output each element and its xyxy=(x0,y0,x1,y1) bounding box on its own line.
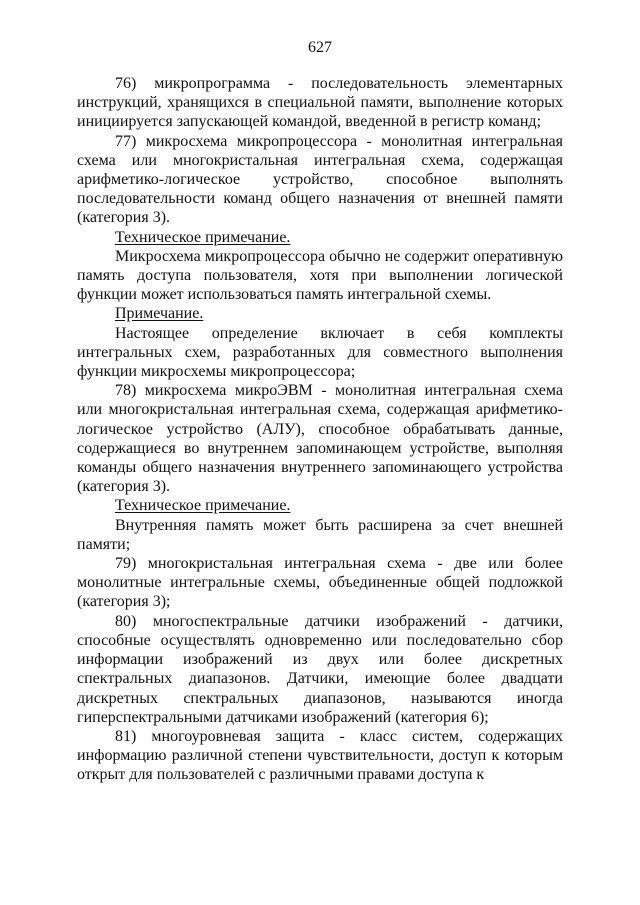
technical-note-heading-text: Техническое примечание. xyxy=(115,228,291,246)
technical-note-text: Микросхема микропроцессора обычно не содержит оперативную память доступа пользователя, хотя при выполнении логической функции может использоваться память интегральной схемы. xyxy=(77,247,563,304)
technical-note-text-2: Внутренняя память может быть расширена за счет внешней памяти; xyxy=(77,516,563,553)
definition-78-microcomputer-chip: 78) микросхема микроЭВМ - монолитная интегральная схема или многокристальная интегральная схема, содержащая арифметико-логическое устройство (АЛУ), способное обрабатывать данные, содержащиеся во внутреннем запоминающем устройстве, выполняя команды общего назначения внутреннего запоминающего устройства (категория 3). xyxy=(77,382,563,496)
note-heading-text: Примечание. xyxy=(115,305,204,323)
definition-81-multilevel-security: 81) многоуровневая защита - класс систем, содержащих информацию различной степени чувствительности, доступ к которым открыт для пользователей с различными правами доступа к xyxy=(77,727,563,784)
page-number: 627 xyxy=(308,39,332,56)
note-text: Настоящее определение включает в себя комплекты интегральных схем, разработанных для совместного выполнения функции микросхемы микропроцессора; xyxy=(77,324,563,381)
technical-note-heading xyxy=(77,228,563,247)
definition-79-multichip-ic: 79) многокристальная интегральная схема - две или более монолитные интегральные схемы, объединенные общей подложкой (категория 3); xyxy=(77,555,563,611)
note-heading xyxy=(77,304,563,323)
technical-note-heading-2 xyxy=(77,496,563,515)
definition-76-microprogram: 76) микропрограмма - последовательность элементарных инструкций, хранящихся в специальной памяти, выполнение которых инициируется запускающей командой, введенной в регистр команд; xyxy=(77,75,563,131)
definition-77-microprocessor-chip: 77) микросхема микропроцессора - монолитная интегральная схема или многокристальная интегральная схема, содержащая арифметико-логическое устройство, способное выполнять последовательности команд общего назначения от внешней памяти (категория 3). xyxy=(77,132,563,227)
technical-note-heading-2-text: Техническое примечание. xyxy=(115,497,291,515)
document-body xyxy=(77,74,563,785)
definition-80-multispectral-sensors: 80) многоспектральные датчики изображений - датчики, способные осуществлять одновременно или последовательно сбор информации изображений из двух или более дискретных спектральных диапазонов. Датчики, имеющие более двадцати дискретных спектральных диапазонов, называются иногда гиперспектральными датчиками изображений (категория 6); xyxy=(77,612,563,726)
